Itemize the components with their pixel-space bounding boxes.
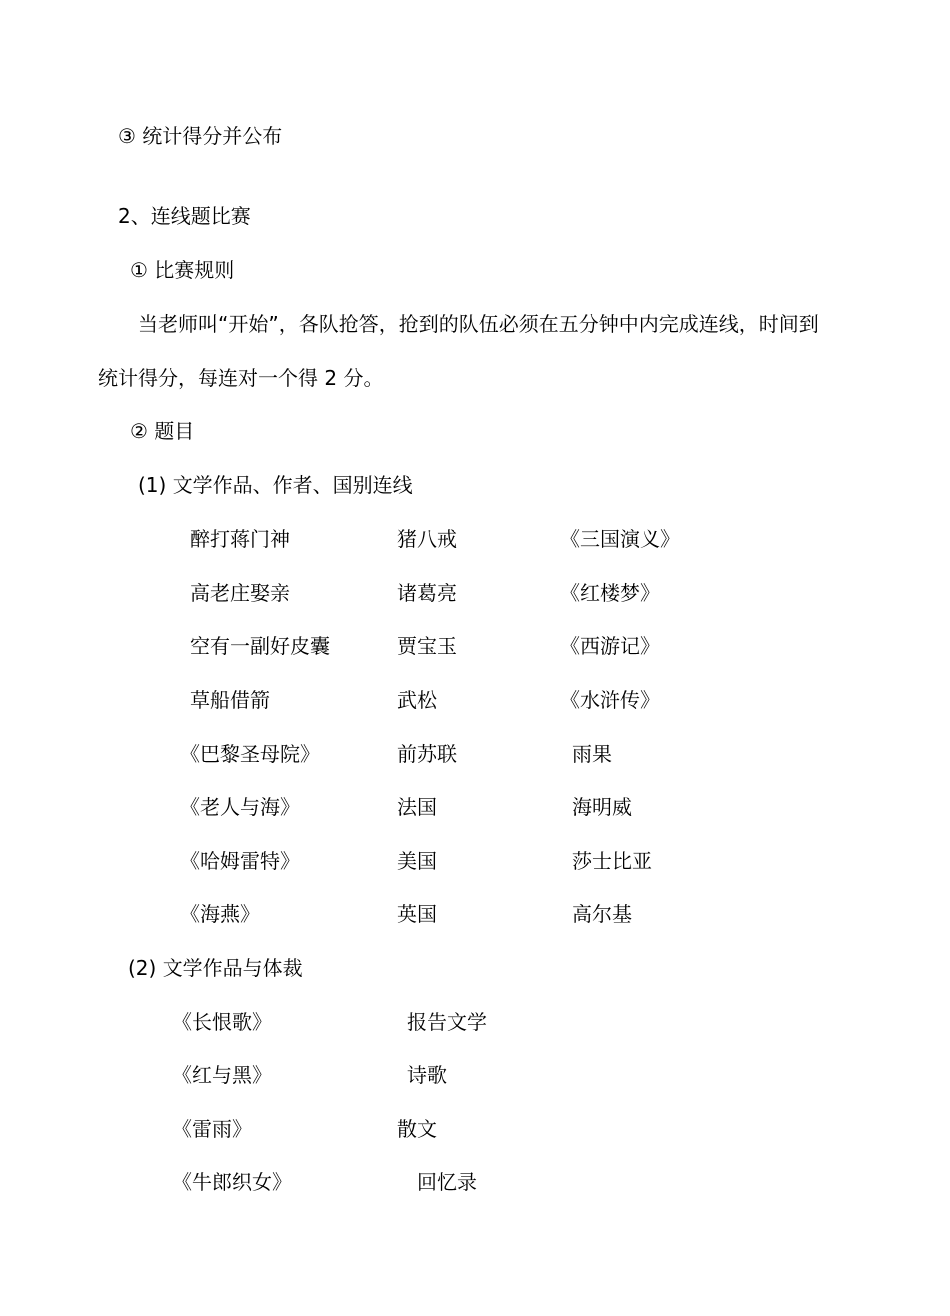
section3-item: ③ 统计得分并公布 [118, 124, 283, 148]
q1-cell: 贾宝玉 [397, 634, 457, 658]
q1-cell: 前苏联 [397, 742, 457, 766]
q1-cell: 醉打蒋门神 [190, 527, 290, 551]
q1-cell: 《海燕》 [180, 902, 260, 926]
q2-cell: 《红与黑》 [172, 1063, 272, 1087]
q1-cell: 草船借箭 [190, 688, 270, 712]
q1-cell: 《水浒传》 [560, 688, 660, 712]
q1-cell: 猪八戒 [397, 527, 457, 551]
q1-cell: 《红楼梦》 [560, 581, 660, 605]
q1-cell: 莎士比亚 [572, 849, 652, 873]
q1-cell: 高老庄娶亲 [190, 581, 290, 605]
q1-cell: 《巴黎圣母院》 [180, 742, 320, 766]
q1-cell: 美国 [397, 849, 437, 873]
q1-cell: 诸葛亮 [397, 581, 457, 605]
q1-cell: 《老人与海》 [180, 795, 300, 819]
q2-cell: 报告文学 [407, 1010, 487, 1034]
q1-cell: 英国 [397, 902, 437, 926]
rules-heading: ① 比赛规则 [130, 258, 235, 282]
q2-cell: 《牛郎织女》 [172, 1170, 292, 1194]
q2-cell: 回忆录 [417, 1170, 477, 1194]
q2-heading: (2) 文学作品与体裁 [128, 956, 303, 980]
q1-heading: (1) 文学作品、作者、国别连线 [138, 473, 413, 497]
q2-cell: 诗歌 [407, 1063, 447, 1087]
q2-cell: 《雷雨》 [172, 1117, 252, 1141]
q1-cell: 海明威 [572, 795, 632, 819]
q2-cell: 散文 [397, 1117, 437, 1141]
q1-cell: 武松 [397, 688, 437, 712]
q1-cell: 雨果 [572, 742, 612, 766]
q1-cell: 《哈姆雷特》 [180, 849, 300, 873]
questions-heading: ② 题目 [130, 419, 195, 443]
q1-cell: 高尔基 [572, 902, 632, 926]
q1-cell: 《西游记》 [560, 634, 660, 658]
q2-cell: 《长恨歌》 [172, 1010, 272, 1034]
rules-text-line-1: 当老师叫“开始”，各队抢答，抢到的队伍必须在五分钟中内完成连线，时间到 [138, 312, 819, 336]
q1-cell: 《三国演义》 [560, 527, 680, 551]
section2-heading: 2、连线题比赛 [118, 204, 251, 228]
q1-cell: 空有一副好皮囊 [190, 634, 330, 658]
rules-text-line-2: 统计得分，每连对一个得 2 分。 [98, 366, 384, 390]
q1-cell: 法国 [397, 795, 437, 819]
